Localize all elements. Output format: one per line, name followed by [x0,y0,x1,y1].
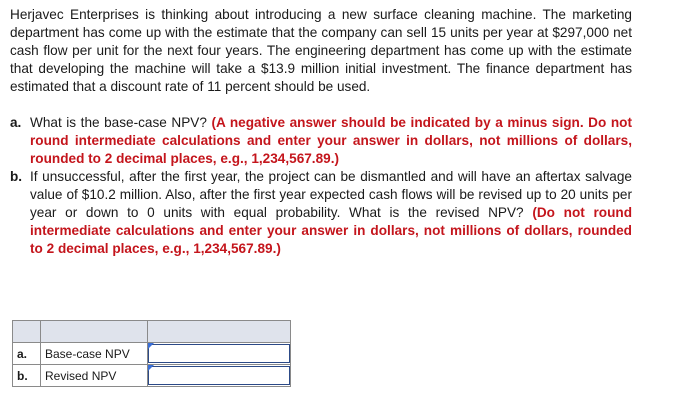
header-cell-letter [13,321,41,343]
answer-row-a [13,343,291,365]
answer-row-b [13,365,291,387]
problem-intro: Herjavec Enterprises is thinking about introducing a new surface cleaning machine. The marketing department has come up with the estimate that the company can sell 15 units per year at $297,000 net cash flow per unit for the next four years. The engineering department has come up with the estimate that developing the machine will take a $13.9 million initial investment. The finance department has estimated that a discount rate of 11 percent should be used. [10,7,632,94]
header-cell-label [41,321,148,343]
question-b-marker: b. [10,169,23,184]
row-label: Base-case NPV [41,343,148,365]
answer-table [12,320,291,387]
question-a-instruction: (A negative answer should be indicated by a minus sign. Do not round intermediate calculations and enter your answer in dollars, not millions of dollars, rounded to 2 decimal places, e.g., 1,234,567.89.) [30,115,633,166]
question-a-text: What is the base-case NPV? [30,115,207,130]
row-label: Revised NPV [41,365,148,387]
question-list [10,114,632,258]
question-b [10,168,632,258]
header-cell-input [148,321,291,343]
revised-npv-input[interactable] [148,366,290,385]
row-letter: b. [13,365,41,387]
base-case-npv-input[interactable] [148,344,290,363]
question-a [10,114,632,168]
revised-npv-cell [148,365,291,387]
question-b-instruction: (Do not round intermediate calculations and enter your answer in dollars, not millions of dollars, rounded to 2 decimal places, e.g., 1,234,567.89.) [30,205,633,256]
problem-content [10,6,632,258]
answer-table-header [13,321,291,343]
base-case-npv-cell [148,343,291,365]
question-b-text: If unsuccessful, after the first year, the project can be dismantled and will have an aftertax salvage value of $10.2 million. Also, after the first year expected cash flows will be revised up to 20 units per year or down to 0 units with equal probability. What is the revised NPV? [30,169,632,220]
question-a-marker: a. [10,115,22,130]
row-letter: a. [13,343,41,365]
